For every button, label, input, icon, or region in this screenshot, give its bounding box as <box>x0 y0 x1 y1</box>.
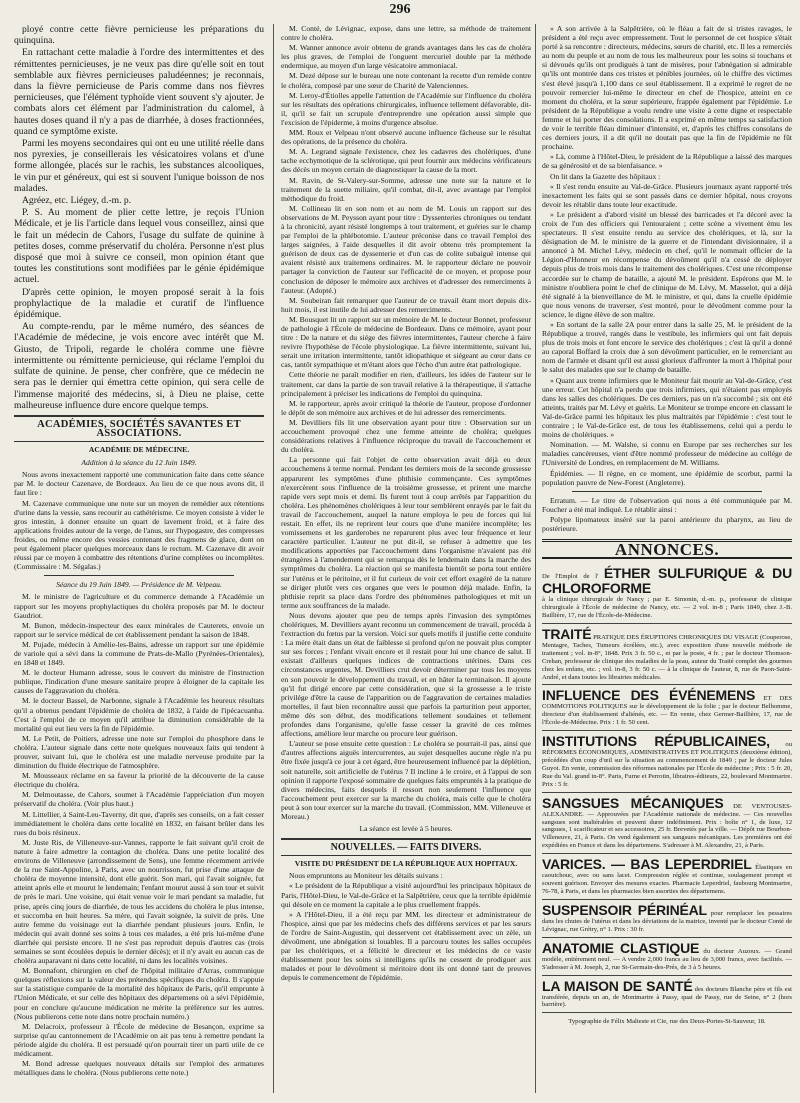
ad-text: Élastiques en caoutchouc, avec ou sans lacet. Compression réglée et continue, soulagement prompt et souvent guérison. Envoyer des mesures exactes. Pharmacie Leperdriel, faubourg Montmartre, 76-78, à Paris, et dans les pharmacies bien assorties des départemens. <box>542 864 792 895</box>
paragraph: La personne qui fait l'objet de cette observation avait déjà eu deux accouchemens à terme normal. Pendant les derniers mois de la seconde grossesse apparurent les symptômes d'une phthisie commençante. Ces symptômes n'exercèrent sous l'influence de la troisième grossesse, et prirent une marche rapide vers sept mois et demi. Ils furent tout à coup arrêtés par l'apparition du choléra. Les phénomènes cholériques à leur tour semblèrent enrayés par le fait du travail de l'accouchement, auquel la nature employa le peu de forces qui lui restait. En effet, ils ne reprirent leur cours que d'une manière incomplète; les vomissemens et les garderobes ne reparurent plus avec leur fréquence et leur caractère particulier. L'auteur ne put dit-il, se refuser à admettre que les modifications apportées par l'accouchement dans l'organisme n'avaient pas été étrangères à l'amendement qui se remarqua dès le lendemain dans la marche des symptômes du choléra. La réaction qui se manifesta bientôt se porta tout entière sur l'utérus et le péritoine, et il fut curieux de voir cet effort exagéré de la nature se diriger plutôt vers ces organes que vers le poumon déjà malade. Enfin, la phthisie reprit sa place dans l'ordre des phénomènes pathologiques et mit un terme aux souffrances de la malade. <box>281 455 531 610</box>
column-rule <box>273 24 274 1093</box>
ad-text: des docteurs Blanche père et fils est transférée, depuis un an, de Montmartre à Passy, quai de Passy, rue de Seine, n° 2 (hors barrière). <box>542 985 792 1009</box>
ad-text: à la clinique chirurgicale de Nancy ; par E. Simonin, d.-m. p., professeur de clinique chirurgicale à l'École de médecine de Nancy, etc. — 2 vol. in-8 ; Paris 1849, chez J.-B. Baillière, 17, rue de l'École-de-Médecine. <box>542 596 792 619</box>
ad-title: SUSPENSOIR PÉRINÉAL <box>542 901 707 918</box>
ads-heading: ANNONCES. <box>542 539 792 559</box>
ad-text: ou RÉFORMES ÉCONOMIQUES, ADMINISTRATIVES ET POLITIQUES (deuxième édition), précédées d'un coup d'œil sur la situation au commencement de 1849 ; par le docteur Jules Guyot. En vente, commission des réformes nationales par l'École de médecine ; Prix : 5 fr. 20, Rue du Val. grand in-8°. Paris, Furne et Perrotin, libraires-éditeurs, 22, boulevard Montmartre. Prix : 5 fr. <box>542 741 792 788</box>
paragraph: M. le rapporteur, après avoir critiqué la théorie de l'auteur, propose d'ordonner le dépôt de son mémoire aux archives et de lui adresser des remerciments. <box>281 398 531 417</box>
paragraph: D'après cette opinion, le moyen proposé serait à la fois prophylactique de la maladie et curatif de l'influence épidémique. <box>14 286 264 321</box>
ad-title: INSTITUTIONS RÉPUBLICAINES, <box>542 733 770 750</box>
ad-title: TRAITÉ <box>542 625 592 642</box>
paragraph: M. Bonnafont, chirurgien en chef de l'hôpital militaire d'Arras, communique quelques réflexions sur la valeur des prétendus spécifiques du choléra. Il s'appuie sur la statistique comparée de la mortalité des hôpitaux de Paris, qu'il emprunte à l'Union Médicale, et sur celle des hôpitaux des départemens où a sévi l'épidémie, pour en conclure qu'aucune médication ne mérite la préférence sur les autres. (Nous publierons cette note dans notre prochain numéro.) <box>14 966 264 1021</box>
paragraph: M. Delmoutasse, de Cahors, soumet à l'Académie l'appréciation d'un moyen préservatif du choléra. (Voir plus haut.) <box>14 790 264 809</box>
column-middle <box>281 24 531 1100</box>
ad-block <box>542 624 792 686</box>
ad-title: INFLUENCE DES ÉVÉNEMENS <box>542 687 756 704</box>
printer-footer: Typographie de Félix Malteste et Cie, rue des Deux-Portes-St-Sauveur, 18. <box>568 1018 766 1026</box>
column-left <box>14 24 264 1100</box>
ad-block <box>542 854 792 900</box>
paragraph: M. Collineau lit en son nom et au nom de M. Louis un rapport sur des observations de M. Peysson ayant pour titre : Dyssenteries chroniques ou tendant à la chronicité, ayant résisté longtemps à tout traitement, et guéries sur le champ par l'emploi de la phlébotomie. L'auteur préconise dans ce travail l'emploi des larges saignées, à l'aide desquelles il dit avoir obtenu très promptement la guérison de deux cas de dyssenterie et d'un cas de colite subaiguë intense qui avaient résisté aux traitemens ordinaires. M. le rapporteur déclare ne pouvoir partager la conviction de l'auteur sur l'efficacité de ce moyen, et propose pour conclusion de déposer le mémoire aux archives et d'adresser des remerciments à l'auteur. (Adopté.) <box>281 203 531 295</box>
paragraph: M. Conté, de Lévignac, expose, dans une lettre, sa méthode de traitement contre le choléra. <box>281 24 531 43</box>
ad-title: SANGSUES MÉCANIQUES <box>542 794 724 811</box>
ad-block <box>542 976 792 1014</box>
paragraph: M. Devilliers fils lit une observation ayant pour titre : Observation sur un accouchement provoqué chez une femme atteinte de choléra; quelques considérations relatives à l'influence réciproque du travail de l'accouchement et du choléra. <box>281 417 531 455</box>
ad-prefix: De l'Emploi de l' <box>542 573 599 581</box>
paragraph: Nomination. — M. Walshe, si connu en Europe par ses recherches sur les maladies cancéreuses, vient d'être nommé professeur de médecine au collége de l'Université de Londres, en remplacement de M. Williams. <box>542 440 792 468</box>
paragraph: Au compte-rendu, par le même numéro, des séances de l'Académie de médecine, je vois encore avec intérêt que M. Giusto, de Tripoli, regarde le choléra comme une fièvre intermittente ou rémittente pernicieuse, qui réclame l'emploi du sulfate de quinine. Je pense, cher confrère, que ce médecin ne sera pas le dernier qui émettra cette opinion, qui sera celle de l'immense majorité des médecins, si, à Dieu ne plaise, cette malheureuse influence dure encore quelque temps. <box>14 321 264 411</box>
paragraph: P. S. Au moment de plier cette lettre, je reçois l'Union Médicale, et je lis l'article dans lequel vous conseillez, ainsi que le fait un médecin de Cahors, l'usage du sulfate de quinine à petites doses, comme préservatif du choléra. Personne n'est plus disposé que moi à suivre ce conseil, mon opinion étant que toutes les constitutions sont modifiées par le génie épidémique actuel. <box>14 207 264 286</box>
ad-text: pour remplacer les pessaires dans les chutes de l'utérus et dans les déviations de la matrice, inventé par le docteur Conté de Lévignac, rue Grétry, n° 1. Prix : 30 fr. <box>542 909 792 933</box>
erratum: Erratum. — Le titre de l'observation qui nous a été communiquée par M. Foucher a été mal indiqué. Le rétablir ainsi : <box>542 495 792 514</box>
paragraph: Parmi les moyens secondaires qui ont eu une utilité réelle dans nos pyrexies, je conseillerais les vésicatoires volans et d'une forme allongée, placés sur le rachis, les substances alcooliques, le vin pur et généreux, qui est si souvent l'unique boisson de nos malades. <box>14 138 264 194</box>
paragraph: » Là, comme à l'Hôtel-Dieu, le président de la République a laissé des marques de sa générosité et de sa bienfaisance. » <box>542 152 792 171</box>
subsection-title: VISITE DU PRÉSIDENT DE LA RÉPUBLIQUE AUX HOPITAUX. <box>294 859 518 869</box>
paragraph: » A l'Hôtel-Dieu, il a été reçu par MM. les directeur et administrateur de l'hospice, ainsi que par les médecins chefs des différens services et par les sœurs de l'ordre de Saint-Augustin, qui desservent cet établissement avec un zèle, un dévoûment, une abnégation si louables. Il a parcouru toutes les salles occupées par les cholériques, et a félicité le directeur et les médecins de ce vaste établissement pour les soins si intelligens qu'ils ne cessent de prodiguer aux malades et pour le dévoûment si méritoire dont ils ont donné tant de preuves depuis le commencement de l'épidémie. <box>281 909 531 983</box>
ad-block <box>542 793 792 855</box>
paragraph: Nous empruntons au Moniteur les détails suivans : <box>289 871 443 881</box>
paragraph: M. Littellier, à Saint-Leu-Taverny, dit que, d'après ses conseils, on a fait cesser immédiatement le choléra dans cette localité en 1832, en faisant brûler dans les rues du bois résineux. <box>14 809 264 837</box>
paragraph: Épidémies. — Il règne, en ce moment, une épidémie de scorbut, parmi la population pauvre de New-Forest (Angleterre). <box>542 468 792 487</box>
paragraph: M. Wanner annonce avoir obtenu de grands avantages dans les cas de choléra les plus graves, de l'emploi de l'onguent mercuriel double par la méthode endermique, au moyen d'un large vésicatoire ammoniacal. <box>281 43 531 71</box>
paragraph: ployé contre cette fièvre pernicieuse les préparations du quinquina. <box>14 24 264 47</box>
paragraph: M. Bunon, médecin-inspecteur des eaux minérales de Cauterets, envoie un rapport sur le service médical de cet établissement pendant la saison de 1848. <box>14 620 264 639</box>
session-close: La séance est levée à 5 heures. <box>359 824 453 834</box>
paragraph: » A son arrivée à la Salpêtrière, où le fléau a fait de si tristes ravages, le président a été reçu avec empressement. Tout le personnel de cet hospice s'était porté à sa rencontre : directeurs, médecins, sœurs de charité, etc. Il les a remerciés au nom du peuple et au nom de tous les malheureux pour les soins si touchans et si dévoués qu'ils ont prodigués à tant de misères, pour l'abnégation si admirable qu'ils ont montrée dans ces tristes et pénibles journées, où le chiffre des victimes s'est élevé jusqu'à 1,100 dans ce seul établissement. Il a exprimé le regret de ne pouvoir remercier lui-même le directeur en chef de l'hospice, atteint en ce moment du choléra, et la sœur supérieure, frappée également par l'épidémie. Le président de la République a voulu rendre une visite à cette digne et respectable femme et lui porter des consolations. Il a exprimé en même temps sa satisfaction de voir le terrible fléau diminuer d'intensité, et, d'après les chiffres consolans de ces derniers jours, il a dit qu'il ne doutait pas que la fin de l'épidémie ne fût prochaine. <box>542 24 792 152</box>
paragraph: M. Dezé dépose sur le bureau une note contenant la recette d'un remède contre le choléra, composé par une sœur de Charité de Valenciennes. <box>281 71 531 90</box>
divider <box>44 575 234 576</box>
paragraph: M. Leroy-d'Étiolles appelle l'attention de l'Académie sur l'influence du choléra sur les résultats des opérations chirurgicales, influence tellement défavorable, dit-il, qu'il se fait un scrupule d'entreprendre une opération aussi simple que l'excision de l'épiderme, à moins d'urgence absolue. <box>281 90 531 127</box>
paragraph: M. le docteur Bassel, de Narbonne, signale à l'Académie les heureux résultats qu'il a obtenus pendant l'épidémie de choléra de 1832, à l'aide de l'ipécacuanha. C'est à l'emploi de ce moyen qu'il attribue la diminution considérable de la mortalité qui eut lieu vers la fin de l'épidémie. <box>14 696 264 733</box>
column-rule <box>535 24 536 1093</box>
paragraph: Nous devons ajouter que peu de temps après l'invasion des symptômes cholériques, M. Devilliers ayant reconnu un commencement de travail, procéda à l'extraction du fœtus par la version. Voici sur quels motifs il justifie cette conduite : La mère était dans un état de faiblesse si profond qu'on ne pouvait plus compter sur ses forces ; l'enfant vivait encore et il restait pour lui une chance de salut. Il existait d'ailleurs quelques indices de contractions utérines. Dans ces circonstances urgentes, M. Devilliers crut devoir déterminer par tous les moyens en son pouvoir le développement du travail, et en hâter la terminaison. Il ajoute qu'il fut dirigé encore par cette considération, que si la grossesse a le triste privilége d'être la cause de l'apparition ou de l'aggravation de certaines maladies mortelles, il faut bien reconnaître aussi que parfois la parturition peut apporter, même dès son début, des modifications tellement soudaines et tellement profondes dans l'organisme, qu'elle fasse cesser la gravité de ces mêmes affections, améliore leur marche ou procure leur guérison. <box>281 610 531 739</box>
erratum: Polype lipomateux inséré sur la paroi antérieure du pharynx, au lieu de postérieure. <box>542 514 792 533</box>
ad-block <box>542 685 792 731</box>
paragraph: » Quant aux trente infirmiers que le Moniteur fait mourir au Val-de-Grâce, c'est une erreur. Cet hôpital n'a perdu que trois infirmiers, qui n'étaient pas employés dans les salles des cholériques. De ces derniers, pas un n'a succombé ; six ont été atteints, traités par M. Lévy et guéris. Le Moniteur se trompe encore en classant le Val-de-Grâce parmi les hôpitaux les plus maltraités par l'épidémie : c'est tout le contraire ; le Val-de-Grâce est, de tous les établissemens, celui qui a perdu le moins de cholériques. » <box>542 375 792 440</box>
paragraph: « Il s'est rendu ensuite au Val-de-Grâce. Plusieurs journaux ayant rapporté très inexactement les faits qui se sont passés dans ce dernier hôpital, nous croyons devoir les rétablir dans toute leur exactitude. <box>542 181 792 209</box>
paragraph: » Le président a d'abord visité un blessé des barricades et l'a décoré avec la croix de l'un des officiers qui l'entouraient ; cette scène a vivement ému les spectateurs. Il s'est ensuite rendu au service des cholériques, et là, sur la désignation de M. le ministre de la guerre et de l'intendant divisionnaire, il a annoncé à M. Michel Lévy, médecin en chef, qu'il le nommait officier de la Légion-d'Honneur en récompense du dévoûment qu'il n'a cessé de déployer depuis plus de trois mois dans le traitement des cholériques. C'est une récompense accordée sur le champ de bataille, a ajouté M. le président. Espérons que M. le ministre n'oubliera point le chef de clinique de M. Lévy, M. Masselot, qui a déjà été signalé à la bienveillance de M. le ministre, et qui, dans la cruelle épidémie que nous venons de traverser, s'est montré, pour le dévoûment comme pour la science, le digne élève de son maître. <box>542 209 792 319</box>
paragraph: En rattachant cette maladie à l'ordre des intermittentes et des rémittentes pernicieuses, je ne veux pas dire qu'elle soit en tout semblable aux fièvres pernicieuses paludéennes; je reconnais, dans la fièvre pernicieuse de Paris comme dans nos fièvres pernicieuses, que l'élément typhoïde vient souvent s'y ajouter. Je combats alors cet élément par l'administration du calomel, à hautes doses quand il n'y a pas de diarrhée, à doses fractionnées, quand ce symptôme existe. <box>14 47 264 137</box>
ad-title: LA MAISON DE SANTÉ <box>542 977 693 994</box>
paragraph: M. A. Legrand signale l'existence, chez les cadavres des cholériques, d'une tache ecchymotique de la sclérotique, qui peut fournir aux médecins vérificateurs des décès un moyen certain de diagnostiquer la cause de la mort. <box>281 147 531 175</box>
signature: Agréez, etc. Liégey, d.-m. p. <box>22 195 132 207</box>
paragraph: MM. Roux et Velpeau n'ont observé aucune influence fâcheuse sur le résultat des opérations, de la présence du choléra. <box>281 128 531 147</box>
paragraph: « Le président de la République a visité aujourd'hui les principaux hôpitaux de Paris, l'Hôtel-Dieu, le Val-de-Grâce et la Salpêtrière, ceux que la terrible épidémie qui désole en ce moment la capitale a le plus cruellement frappés. <box>281 881 531 909</box>
paragraph: M. Delacroix, professeur à l'École de médecine de Besançon, exprime sa surprise qu'au cantonnement de l'Académie on ait pas tenu à remettre pendant la période algide du choléra. Il est persuadé qu'on pourrait tirer un parti utile de ce médicament. <box>14 1021 264 1058</box>
ad-text: PRATIQUE DES ÉRUPTIONS CHRONIQUES DU VISAGE (Couperose, Mentagre, Taches, Tumeurs écrélées, etc.), avec exposition d'une nouvelle méthode de traitement ; vol. in-8°, 1848. Prix 3 fr. 50 c., et par la poste, 4 fr. ; par le docteur Thomson-Crehan, professeur de clinique des maladies de la peau, auteur du Traité complet des gourmes chez les enfans, etc. ; vol. in-8, 3 fr. 50 c. — à la clinique de l'auteur, 8, rue de Paon-Saint-André, et dans toutes les librairies médicales. <box>542 633 792 681</box>
paragraph: Nous avons inexactement rapporté une communication faite dans cette séance par M. le docteur Cazenave, de Bordeaux. Au lieu de ce que nous avons dit, il faut lire : <box>14 470 264 498</box>
paragraph: M. Soubeiran fait remarquer que l'auteur de ce travail étant mort depuis dix-huit mois, il est inutile de lui adresser des remerciments. <box>281 295 531 314</box>
session-meta: Addition à la séance du 12 Juin 1849. <box>81 458 197 468</box>
paragraph: M. le docteur Humann adresse, sous le couvert du ministre de l'instruction publique, l'indication d'une mesure sanitaire propre à éloigner de la capitale les causes de l'aggravation du choléra. <box>14 668 264 696</box>
column-right <box>542 24 792 1100</box>
ad-title: ANATOMIE CLASTIQUE <box>542 939 700 956</box>
ad-title: VARICES. — BAS LEPERDRIEL <box>542 856 752 873</box>
ad-text: DE VENTOUSES-ALEXANDRE. — Approuvées par l'Académie nationale de médecine. — Ces nouvelles sangsues sont inaltérables et peuvent durer indéfiniment. Prix : boîte n° 1, de luxe, 12 sangsues, 1 scarificateur et ses accessoires, 25 fr. Brevetés par la ville. — Dépôt rue Bourbon-Villeneuve, 21, à Paris. On vend également ses sangsues mécaniques. Les premières ont été expédiées en France et dans les départemens. S'adresser à M. Alexandre, 21, à Paris. <box>542 802 792 850</box>
ad-block <box>542 731 792 793</box>
subsection-title: ACADÉMIE DE MÉDECINE. <box>88 445 190 455</box>
paragraph: L'auteur se pose ensuite cette question : Le choléra se pourrait-il pas, ainsi que d'autres affections aiguës intercurrentes, au sujet desquelles aucune règle n'a pu être fixée jusqu'à ce jour à cet égard, être heureusement influencé par la déplétion, soit naturelle, soit artificielle de l'utérus ? Il incline à le croire, et à l'appui de son opinion il rapporte l'exposé sommaire de quelques faits empruntés à la pratique de divers médecins, faits desquels il ressort non seulement l'influence que l'accouchement peut exercer sur la marche du choléra, mais celle que le choléra peut à son tour exercer sur la marche du travail. (Commission, MM. Villeneuve et Moreau.) <box>281 739 531 821</box>
paragraph: Cette théorie ne paraît modifier en rien, d'ailleurs, les idées de l'auteur sur le traitement, car dans la partie de son travail relative à la thérapeutique, il s'attache principalement à préciser les indications de l'emploi du quinquina. <box>281 370 531 398</box>
paragraph: M. Pujade, médecin à Amélie-les-Bains, adresse un rapport sur une épidémie de variole qui a sévi dans la commune de Prats-de-Mallo (Pyrénées-Orientales), en 1848 et 1849. <box>14 639 264 668</box>
ad-block <box>542 563 792 624</box>
paragraph: M. Bond adresse quelques nouveaux détails sur l'emploi des armatures métalliques dans le choléra. (Nous publierons cette note.) <box>14 1059 264 1078</box>
page-number: 296 <box>389 2 411 17</box>
section-title: ACADÉMIES, SOCIÉTÉS SAVANTES ET ASSOCIATIONS. <box>14 415 264 442</box>
ad-title: ÉTHER SULFURIQUE & DU CHLOROFORME <box>542 565 792 597</box>
ad-block <box>542 900 792 938</box>
ad-block <box>542 938 792 976</box>
divider <box>572 491 762 492</box>
ad-text: du docteur Auzoux. — Grand modèle, entièrement neuf. — A vendre 2,000 francs au lieu de 3,000 francs, avec facilités. — S'adresser à M. Joseph, 2, rue St-Germain-des-Prés, de 3 à 5 heures. <box>542 947 792 971</box>
session-heading: Séance du 19 Juin 1849. — Présidence de M. Velpeau. <box>56 580 222 590</box>
paragraph: M. Ravin, de St-Valery-sur-Somme, adresse une note sur la nature et le traitement de la suette miliaire, qu'il combat, dit-il, avec avantage par l'emploi méthodique du froid. <box>281 175 531 203</box>
paragraph: » En sortant de la salle 2A pour entrer dans la salle 25, M. le président de la République a trouvé, rangés dans le vestibule, les infirmiers qui ont fait depuis plus de trois mois et font encore le service des cholériques ; c'est là qu'il a donné au caporal Boffard la croix due à son dévoûment particulier, en le remerciant au nom de l'armée et disant qu'il est aussi glorieux d'affronter la mort à l'hôpital pour le salut des malades que sur le champ de bataille. <box>542 320 792 375</box>
ad-text: ET DES COMMOTIONS POLITIQUES sur le développement de la folie ; par le docteur Belhomme, directeur d'un établissement d'aliénés, etc. — En vente, chez Germer-Baillière, 17, rue de l'École-de-Médecine. Prix : 1 fr. 50 cent. <box>542 695 792 727</box>
paragraph: M. Juste Ris, de Villeneuve-sur-Vannes, rapporte le fait suivant qu'il croit de nature à faire admettre la contagion du choléra. Dans une petite localité des environs de Villeneuve (arrondissement de Sens), une femme récemment arrivée de la rue Saint-Appoline, à Paris, avec un nourrisson, fut prise d'une attaque de choléra de moyenne intensité, dont elle guérit. Son mari, qui l'avait soignée, fut atteint après elle et mourut le lendemain; l'enfant mourut aussi à son tour et suivit de près le mari. Une voisine, qui était venue voir le mari pendant sa maladie, fut prise, après cinq jours de diarrhée, de tous les accidens du choléra le plus intense, et succomba en huit heures. Sa mère, qui l'avait soignée, la suivit de près. Une autre femme du voisinage eut la diarrhée pendant plusieurs jours. Enfin, le médecin qui avait donné ses soins à tous ces malades, a été pris lui-même d'une diarrhée qui persiste encore. Il ne s'est pas reproduit depuis d'autres cas (trois semaines se sont écoulées depuis le dernier décès); et il n'y avait eu aucun cas de choléra auparavant ni dans cette localité, ni dans les localités voisines. <box>14 837 264 966</box>
paragraph: M. Le Petit, de Poitiers, adresse une note sur l'emploi du phosphore dans le choléra. L'auteur signale dans cette note quelques nouveaux faits qui tendent à prouver, suivant lui, que le choléra est une maladie nerveuse produite par la diminution du fluide électrique de l'atmosphère. <box>14 733 264 771</box>
section-title: NOUVELLES. — FAITS DIVERS. <box>281 838 531 856</box>
paragraph: M. le ministre de l'agriculture et du commerce demande à l'Académie un rapport sur les moyens prophylactiques du choléra proposés par M. le docteur Gaudriot. <box>14 592 264 620</box>
paragraph: M. Cazenave communique une note sur un moyen de remédier aux rétentions d'urine dans la vessie, sans recourir au cathétérisme. Ce moyen consiste à vider le gros intestin, à donner ensuite un quart de lavement froid, et à faire des applications froides autour de la verge, de l'anus, sur l'hypogastre, des compresses froides, ou même encore des vessies contenant des fragmens de glace, dont on peut également placer quelques morceaux dans le rectum. M. Cazenave dit avoir réussi par ce moyen à combattre des rétentions d'urine complètes ou incomplètes. (Commissaire : M. Ségalas.) <box>14 498 264 572</box>
paragraph: On lit dans la Gazette des hôpitaux : <box>550 171 661 181</box>
paragraph: M. Bousquet lit un rapport sur un mémoire de M. le docteur Bonnet, professeur de pathologie à l'École de médecine de Bordeaux. Dans ce mémoire, ayant pour titre : De la nature et du siége des fièvres intermittentes, l'auteur cherche à faire revivre l'hypothèse de l'école physiologique. La fièvre intermittente, suivant lui, serait une irritation intermittente, tantôt idiopathique et siégeant au cœur dans ce cas, tantôt sympathique et m'étant alors que l'écho d'un autre état pathologique. <box>281 314 531 370</box>
paragraph: M. Mousseaux réclame en sa faveur la priorité de la découverte de la cause électrique du choléra. <box>14 771 264 790</box>
